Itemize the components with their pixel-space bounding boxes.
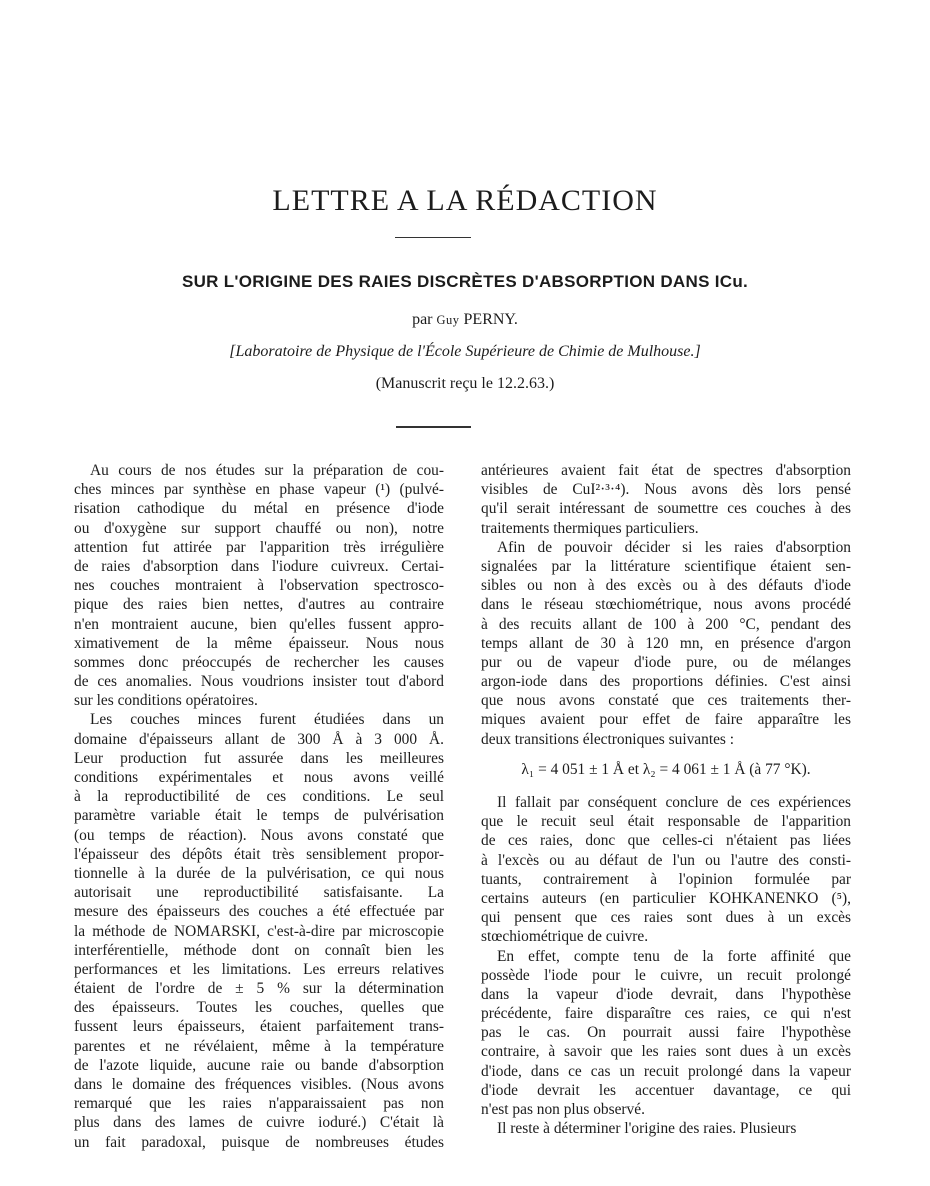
text-line: qu'il serait intéressant de soumettre ces couches à des [481, 500, 851, 518]
text-line: que le recuit seul était responsable de l'apparition [481, 813, 851, 831]
text-line: pur ou de vapeur d'iode pure, ou de mélanges [481, 653, 851, 671]
text-line: performances et les limitations. Les erreurs relatives [74, 960, 444, 978]
text-line: paramètre variable était le temps de pulvérisation [74, 807, 444, 825]
text-line: miques avaient pour effet de faire apparaître les [481, 711, 851, 729]
text-line: l'épaisseur des dépôts était très sensiblement propor- [74, 845, 444, 863]
text-line: qui pensent que ces raies sont dues à un excès [481, 909, 851, 927]
text-line: mesure des épaisseurs des couches a été effectuée par [74, 903, 444, 921]
text-line: pas le cas. On pourrait aussi faire l'hypothèse [481, 1024, 851, 1042]
text-line: Les couches minces furent étudiées dans un [90, 711, 444, 729]
text-line: ximativement de la même épaisseur. Nous nous [74, 634, 444, 652]
left-column [74, 461, 444, 1152]
text-line: de l'azote liquide, aucune raie ou bande d'absorption [74, 1056, 444, 1074]
text-line: à des recuits allant de 100 à 200 °C, pendant des [481, 615, 851, 633]
text-line: Afin de pouvoir décider si les raies d'absorption [497, 538, 851, 556]
author-first-name: Guy [436, 313, 460, 327]
text-line: sibles ou non à des excès ou à des défauts d'iode [481, 577, 851, 595]
text-line: de ces raies, donc que celles-ci n'étaient pas liées [481, 832, 851, 850]
text-line: de ces anomalies. Nous voudrions insister tout d'abord [74, 673, 444, 691]
text-line: tuants, contrairement à l'opinion formulée par [481, 870, 851, 888]
text-line: des épaisseurs. Toutes les couches, quelles que [74, 999, 444, 1017]
text-line: parentes et ne révélaient, même à la température [74, 1037, 444, 1055]
text-line: certains auteurs (en particulier KOHKANENKO (⁵), [481, 889, 851, 907]
text-line: visibles de CuI²·³·⁴). Nous avons dès lors pensé [481, 481, 851, 499]
section-title: LETTRE A LA RÉDACTION [272, 184, 658, 217]
author-last-name: PERNY. [463, 311, 518, 328]
byline-prefix: par [412, 311, 433, 328]
text-line: risation cathodique du métal en présence d'iode [74, 500, 444, 518]
text-line: remarqué que les raies n'apparaissaient pas non [74, 1095, 444, 1113]
text-line: Au cours de nos études sur la préparation de cou- [90, 462, 444, 479]
text-line: la méthode de NOMARSKI, c'est-à-dire par microscopie [74, 922, 444, 940]
text-line: interférentielle, méthode dont on connaît bien les [74, 941, 444, 959]
text-line: En effet, compte tenu de la forte affinité que [497, 947, 851, 965]
text-line: domaine d'épaisseurs allant de 300 Å à 3 000 Å. [74, 730, 444, 748]
text-line: de raies d'absorption dans l'iodure cuivreux. Certai- [74, 557, 444, 575]
text-line: possède l'iode pour le cuivre, un recuit prolongé [481, 966, 851, 984]
affiliation: [Laboratoire de Physique de l'École Supérieure de Chimie de Mulhouse.] [229, 343, 701, 360]
right-column [481, 461, 851, 1138]
text-line: n'en montraient aucune, bien qu'elles fussent appro- [74, 615, 444, 633]
text-line: Il reste à déterminer l'origine des raies. Plusieurs [497, 1120, 797, 1138]
text-line: plus dans des lames de cuivre ioduré.) C'était là [74, 1114, 444, 1132]
text-line: pique des raies bien nettes, d'autres au contraire [74, 596, 444, 614]
text-line: stœchiométrique de cuivre. [481, 928, 649, 946]
text-line: à la reproductibilité de ces conditions. Le seul [74, 788, 444, 806]
text-line: (ou temps de réaction). Nous avons constaté que [74, 826, 444, 844]
text-line: n'est pas non plus observé. [481, 1101, 645, 1118]
received-date: (Manuscrit reçu le 12.2.63.) [375, 375, 555, 392]
text-line: à l'excès ou au défaut de l'un ou l'autre des consti- [481, 851, 851, 869]
text-line: Il fallait par conséquent conclure de ces expériences [497, 794, 851, 811]
text-line: antérieures avaient fait état de spectres d'absorption [481, 462, 851, 479]
text-line: autorisait une reproductibilité satisfaisante. La [74, 884, 444, 902]
text-line: tionnelle à la durée de la pulvérisation, ce qui nous [74, 864, 444, 882]
text-line: dans la vapeur d'iode devrait, dans l'hypothèse [481, 985, 851, 1003]
text-line: dans le réseau stœchiométrique, nous avons procédé [481, 596, 851, 614]
byline [0, 311, 930, 329]
text-line: ches minces par synthèse en phase vapeur (¹) (pulvé- [74, 481, 444, 499]
article-title: SUR L'ORIGINE DES RAIES DISCRÈTES D'ABSORPTION DANS ICu. [181, 272, 749, 291]
header-divider [396, 426, 471, 428]
text-line: précédente, faire disparaître ces raies, ce qui n'est [481, 1005, 851, 1023]
text-line: fussent leurs épaisseurs, étaient parfaitement trans- [74, 1018, 444, 1036]
text-line: d'iode devrait les accentuer davantage, ce qui [481, 1081, 851, 1099]
text-line: dans le domaine des fréquences visibles. (Nous avons [74, 1076, 444, 1093]
text-line: que nous avons constaté que ces traitements ther- [481, 692, 851, 710]
text-line: sommes donc préoccupés de rechercher les causes [74, 653, 444, 671]
text-line: d'iode, dans ce cas un recuit prolongé dans la vapeur [481, 1062, 851, 1080]
text-line: argon-iode dans des proportions définies. C'est ainsi [481, 673, 851, 691]
text-line: un fait paradoxal, puisque de nombreuses études [74, 1133, 444, 1151]
wavelength-formula: λ₁ = 4 051 ± 1 Å et λ₂ = 4 061 ± 1 Å (à 77 °K). [521, 760, 811, 778]
text-line: nes couches montraient à l'observation spectrosco- [74, 577, 444, 595]
text-line: conditions expérimentales et nous avons veillé [74, 769, 444, 786]
text-line: ou d'oxygène sur support chauffé ou non), notre [74, 519, 444, 537]
text-line: attention fut attirée par l'apparition très irrégulière [74, 538, 444, 556]
text-line: contraire, à savoir que les raies sont dues à un excès [481, 1043, 851, 1061]
text-line: étaient de l'ordre de ± 5 % sur la détermination [74, 980, 444, 998]
text-line: traitements thermiques particuliers. [481, 519, 699, 537]
text-line: temps allant de 30 à 120 mn, en présence d'argon [481, 634, 851, 652]
text-line: Leur production fut assurée dans les meilleures [74, 749, 444, 767]
text-line: sur les conditions opératoires. [74, 692, 258, 710]
title-divider [395, 237, 471, 238]
text-line: signalées par la littérature scientifique étaient sen- [481, 557, 851, 575]
text-line: deux transitions électroniques suivantes : [481, 730, 735, 748]
